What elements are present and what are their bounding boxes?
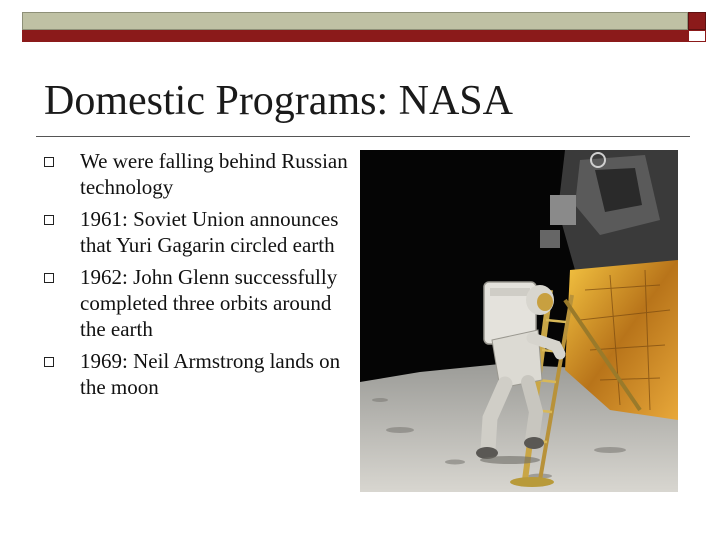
hollow-square-bullet-icon xyxy=(44,273,54,283)
hollow-square-bullet-icon xyxy=(44,157,54,167)
bullet-item xyxy=(40,264,356,342)
moon-landing-illustration xyxy=(360,150,678,492)
bullet-text: 1961: Soviet Union announces that Yuri Gagarin circled earth xyxy=(80,207,339,257)
header-bar-olive xyxy=(22,12,688,30)
bullet-item xyxy=(40,206,356,258)
bullet-item xyxy=(40,348,356,400)
bullet-item xyxy=(40,148,356,200)
bullet-text: 1969: Neil Armstrong lands on the moon xyxy=(80,349,341,399)
hollow-square-bullet-icon xyxy=(44,215,54,225)
corner-square-dark xyxy=(688,12,706,30)
bullet-list xyxy=(40,148,356,406)
hollow-square-bullet-icon xyxy=(44,357,54,367)
moon-landing-photo xyxy=(360,150,678,492)
header-bar-red xyxy=(22,30,688,42)
slide-title: Domestic Programs: NASA xyxy=(44,78,513,124)
bullet-text: We were falling behind Russian technology xyxy=(80,149,348,199)
corner-square-light xyxy=(688,30,706,42)
bullet-text: 1962: John Glenn successfully completed three orbits around the earth xyxy=(80,265,338,341)
title-divider xyxy=(36,136,690,137)
